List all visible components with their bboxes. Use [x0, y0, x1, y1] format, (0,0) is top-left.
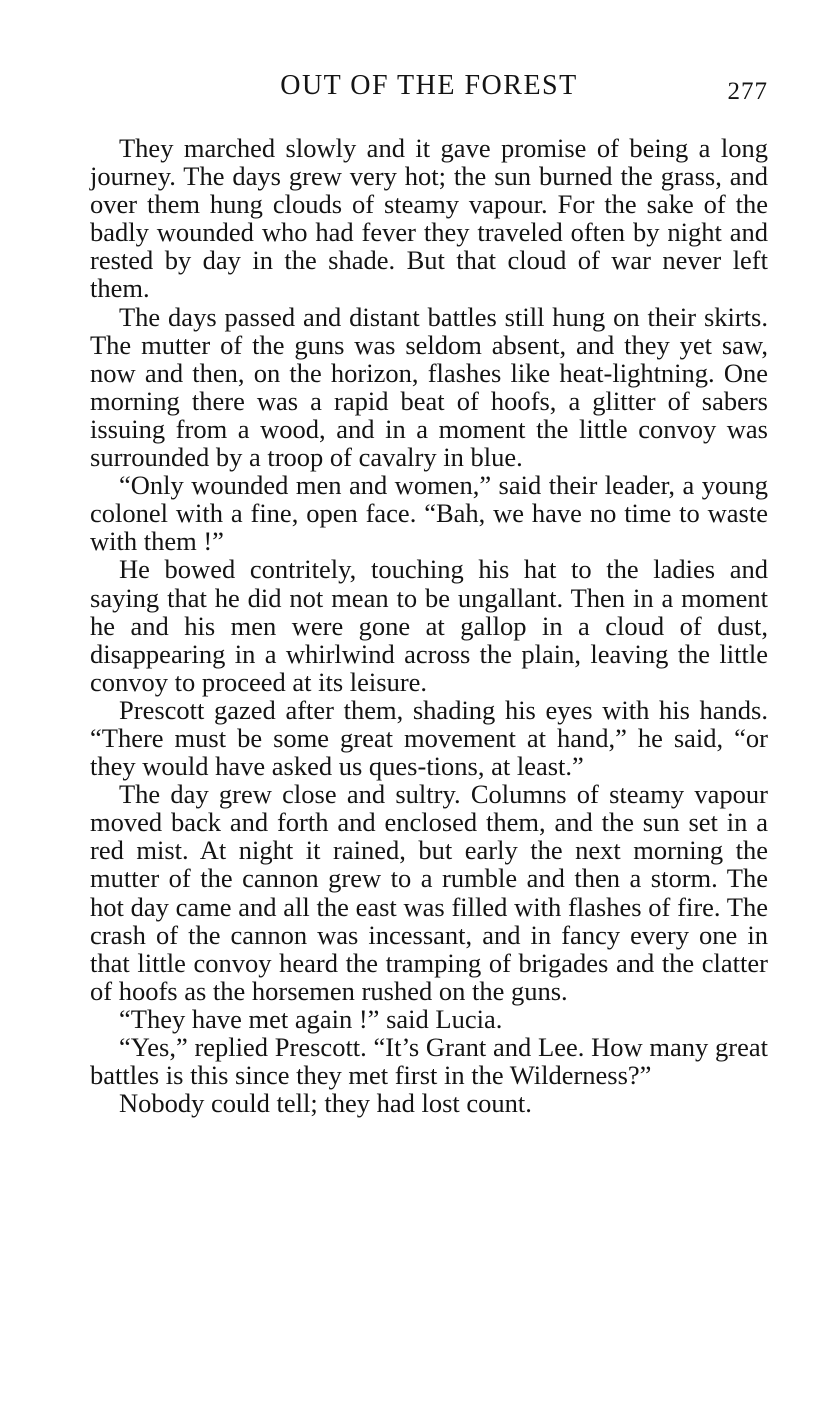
running-head — [90, 66, 768, 106]
paragraph: “Only wounded men and women,” said their leader, a young colonel with a fine, open face. “Bah, we have no time to waste with them !” — [90, 470, 768, 557]
paragraph: Prescott gazed after them, shading his eyes with his hands. “There must be some great movement at hand,” he said, “or they would have asked us ques-tions, at least.” — [90, 694, 768, 782]
paragraph: They marched slowly and it gave promise of being a long journey. The days grew very hot; the sun burned the grass, and over them hung clouds of steamy vapour. For the sake of the badly wounded who had fever they traveled often by night and rested by day in the shade. But that cloud of war never left them. — [90, 133, 768, 304]
paragraph: He bowed contritely, touching his hat to the ladies and saying that he did not mean to be ungallant. Then in a moment he and his men were gone at gallop in a cloud of dust, disappearing in a whirlwind across the plain, leaving the little convoy to proceed at its leisure. — [90, 554, 768, 697]
body-text — [90, 134, 768, 1117]
paragraph: Nobody could tell; they had lost count. — [119, 1088, 532, 1119]
paragraph: “They have met again !” said Lucia. — [119, 1003, 503, 1034]
running-title: OUT OF THE FOREST — [280, 70, 578, 101]
paragraph: The day grew close and sultry. Columns of steamy vapour moved back and forth and enclosed them, and the sun set in a red mist. At night it rained, but early the next morning the mutter of the cannon grew to a rumble and then a storm. The hot day came and all the east was filled with flashes of fire. The crash of the cannon was incessant, and in fancy every one in that little convoy heard the tramping of brigades and the clatter of hoofs as the horsemen rushed on the guns. — [90, 779, 768, 1006]
paragraph: The days passed and distant battles still hung on their skirts. The mutter of the guns was seldom absent, and they yet saw, now and then, on the horizon, flashes like heat-lightning. One morning there was a rapid beat of hoofs, a glitter of sabers issuing from a wood, and in a moment the little convoy was surrounded by a troop of cavalry in blue. — [90, 301, 768, 473]
page-number: 277 — [727, 78, 768, 105]
paragraph: “Yes,” replied Prescott. “It’s Grant and Lee. How many great battles is this since they met first in the Wilderness?” — [90, 1032, 768, 1091]
